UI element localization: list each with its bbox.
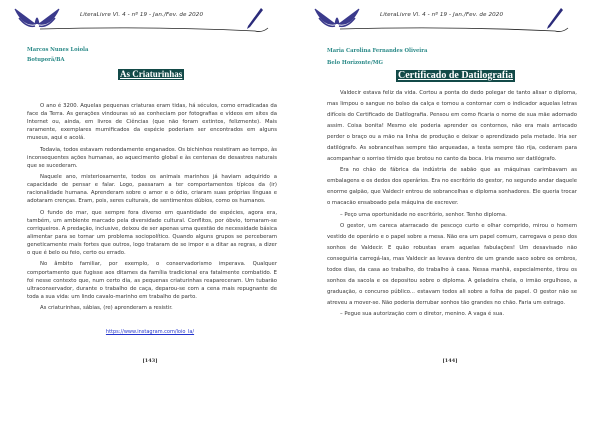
paragraph: O ano é 3200. Aquelas pequenas criaturas eram tidas, há séculos, como erradicadas da face da Terra. As gerações vindouras só as conheciam por fotografias e vídeos em sites da Internet ou, ainda, em livros de Ciências (que não foram extintos, felizmente). Mais raramente, exemplares mumificados da espécie poderiam ser encontrados em alguns museus, aqui e acolá. [27, 103, 277, 142]
paragraph: O gestor, um careca atarracado de pescoço curto e olhar comprido, mirou o homem vestido de operário e o papel sobre a mesa. Não era um papel comum, carregava o peso dos sonhos de Valdecir. E quão robustas eram aquelas fabulações! Um desavisado não conseguiria carregá-las, mas Valdecir as levava dentro de um grande saco sobre os ombros, todos dias, da casa ao trabalho, do trabalho à casa. Nessa manhã, especialmente, tirou os sonhos da sacola e os depositou sobre o diploma. A geladeira cheia, o irmão orgulhoso, a graduação, o concurso público... estavam todos ali sobre a folha de papel. O gestor não se atreveu a mover-se. Não poderia derrubar sonhos tão grandes no chão. Faria um estrago. [327, 222, 577, 306]
page-number: [143] [142, 358, 158, 364]
page-header [0, 0, 300, 36]
paragraph: Era no chão de fábrica da indústria de sabão que as máquinas carimbavam as embalagens e os dedos dos operários. Era no escritório do gestor, no segundo andar daquele enorme galpão, que Valdecir entrou de sobrancelhas e diploma sonhadores. Ele queria trocar o macacão ensaboado pela máquina de escrever. [327, 167, 577, 207]
author-name: Maria Carolina Fernandes Oliveira [327, 48, 428, 54]
paragraph: Valdecir estava feliz da vida. Cortou a ponta do dedo polegar de tanto alisar o diploma, mas limpou o sangue no bolso da calça e tornou a contornar com o indicador aquelas letras difíceis do Certificado de Datilografia. Pensou em como ficaria o nome de sua mãe adornado assim. Coisa bonita! Mesmo ele poderia aprender os contornos, não era mais arriscado perder o braço ou a mão na linha de produção e deixar o aprendizado pela metade. Iria ser datilógrafo. As sobrancelhas sempre tão arqueadas, a testa sempre tão rija, cederam para acompanhar o sorriso tímido que brotou no canto da boca. Iria mesmo ser datilógrafo. [327, 90, 577, 163]
quill-pen-icon [544, 6, 564, 30]
story-title: Certificado de Datilografia [398, 70, 513, 81]
page-number: [144] [442, 358, 458, 364]
paragraph: Todavia, todos estavam redondamente enganados. Os bichinhos resistiram ao tempo, às inconsequentes ações humanas, ao aquecimento global e às centenas de desastres naturais que se sucederam. [27, 146, 277, 169]
paragraph: O fundo do mar, que sempre fora diverso em quantidade de espécies, agora era, também, um ambiente marcado pela diversidade cultural. Conflitos, por óbvio, tornaram-se corriqueiros. A predação, inclusive, deixou de ser apenas uma questão de necessidade básica alimentar para se tornar um problema sociopolítico. Quando alguns grupos se perceberam geneticamente mais fortes que outros, logo trataram de se impor e a ditar as regras, a dizer o que é belo ou feio, certo ou errado. [27, 209, 277, 257]
paragraph: Naquele ano, misteriosamente, todos os animais marinhos já haviam adquirido a capacidade de pensar e falar. Logo, passaram a ter comportamentos típicos da (ir) racionalidade humana. Aprenderam sobre o amor e o ódio, criaram suas próprias línguas e adotaram crenças. Eram, pois, seres culturais, de sentimentos dúbios, como os humanos. [27, 174, 277, 205]
header-title: LiteraLivre Vl. 4 - nº 19 - Jan./Fev. de 2020 [380, 12, 504, 18]
paragraph: No âmbito familiar, por exemplo, o conservadorismo imperava. Qualquer comportamento que fugisse aos ditames da família tradicional era fatalmente combatido. E foi nesse contexto que, num certo dia, as pequenas criaturinhas reapareceram. Um tubarão ultraconservador, durante o trabalho de caça, deparou-se com a cena mais repugnante de toda a sua vida: um lindo cavalo-marinho em trabalho de parto. [27, 261, 277, 300]
author-name: Marcos Nunes Loiola [27, 47, 89, 53]
paragraph: As criaturinhas, sábias, (re) aprenderam a resistir. [40, 305, 173, 312]
page-header [300, 0, 600, 36]
author-location: Belo Horizonte/MG [327, 60, 383, 66]
author-location: Botuporã/BA [27, 57, 65, 63]
wings-logo-icon [13, 6, 61, 32]
paragraph: – Pegue sua autorização com o diretor, menino. A vaga é sua. [340, 310, 505, 317]
story-title: As Criaturinhas [120, 69, 183, 79]
page-right [300, 0, 600, 424]
header-title: LiteraLivre Vl. 4 - nº 19 - Jan./Fev. de 2020 [80, 12, 204, 18]
paragraph: – Peço uma oportunidade no escritório, senhor. Tenho diploma. [340, 211, 507, 218]
quill-pen-icon [244, 6, 264, 30]
wings-logo-icon [313, 6, 361, 32]
instagram-link[interactable]: https://www.instagram.com/loio_la/ [105, 329, 195, 335]
story-body [327, 88, 577, 320]
story-body [27, 102, 277, 315]
